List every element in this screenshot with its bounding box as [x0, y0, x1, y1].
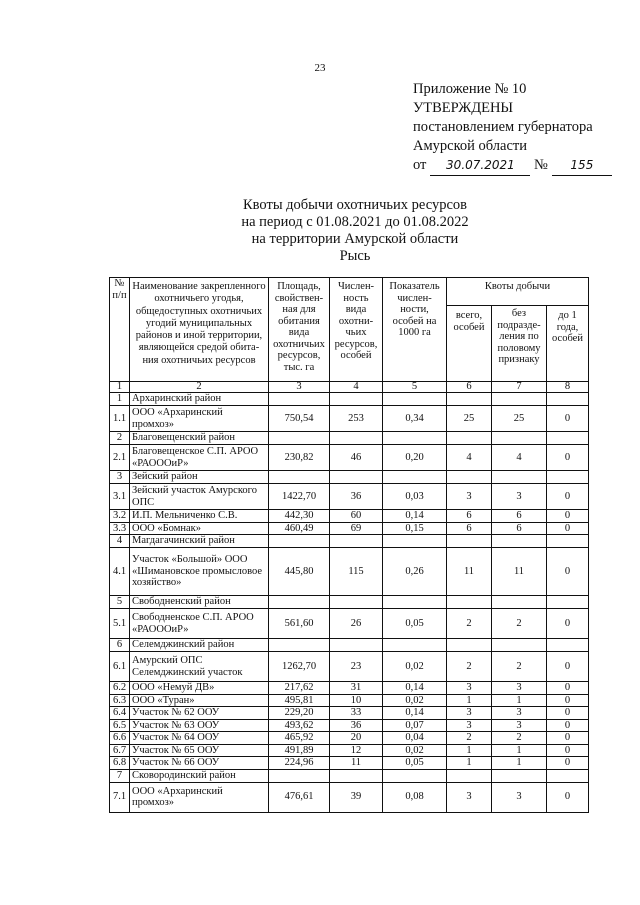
- district-num: 1: [110, 393, 130, 406]
- quota-young-value: 0: [547, 782, 589, 812]
- empty-cell: [269, 596, 330, 609]
- hunting-ground-name: И.П. Мельниченко С.В.: [130, 510, 269, 523]
- empty-cell: [547, 432, 589, 445]
- row-num: 6.2: [110, 682, 130, 695]
- density-value: 0,14: [383, 682, 447, 695]
- quota-nosex-value: 1: [492, 757, 547, 770]
- quota-total-value: 6: [447, 522, 492, 535]
- document-title: [0, 197, 640, 265]
- empty-cell: [492, 471, 547, 484]
- district-row: [110, 471, 589, 484]
- district-name: Благовещенский район: [130, 432, 269, 445]
- quota-total-value: 2: [447, 652, 492, 682]
- column-index-cell: 5: [383, 382, 447, 393]
- quota-total-value: 1: [447, 744, 492, 757]
- header-quota-young: до 1 года, особей: [547, 306, 589, 382]
- table-row: [110, 757, 589, 770]
- count-value: 36: [330, 484, 383, 510]
- header-density: Показатель числен-ности, особей на 1000 га: [383, 278, 447, 382]
- empty-cell: [447, 471, 492, 484]
- row-num: 3.3: [110, 522, 130, 535]
- hunting-ground-name: Участок № 64 ООУ: [130, 732, 269, 745]
- hunting-ground-name: Зейский участок Амурского ОПС: [130, 484, 269, 510]
- quota-young-value: 0: [547, 609, 589, 639]
- count-value: 31: [330, 682, 383, 695]
- empty-cell: [269, 769, 330, 782]
- area-value: 230,82: [269, 445, 330, 471]
- density-value: 0,20: [383, 445, 447, 471]
- table-row: [110, 694, 589, 707]
- table-row: [110, 609, 589, 639]
- quota-table-wrapper: [109, 277, 589, 813]
- empty-cell: [447, 393, 492, 406]
- number-prefix: №: [534, 157, 548, 173]
- empty-cell: [330, 535, 383, 548]
- quota-nosex-value: 2: [492, 732, 547, 745]
- count-value: 36: [330, 719, 383, 732]
- quota-total-value: 1: [447, 694, 492, 707]
- empty-cell: [447, 535, 492, 548]
- district-row: [110, 535, 589, 548]
- area-value: 460,49: [269, 522, 330, 535]
- quota-total-value: 6: [447, 510, 492, 523]
- empty-cell: [383, 432, 447, 445]
- empty-cell: [547, 393, 589, 406]
- district-row: [110, 432, 589, 445]
- quota-nosex-value: 3: [492, 719, 547, 732]
- row-num: 5.1: [110, 609, 130, 639]
- density-value: 0,14: [383, 510, 447, 523]
- density-value: 0,05: [383, 757, 447, 770]
- district-name: Свободненский район: [130, 596, 269, 609]
- column-index-cell: 7: [492, 382, 547, 393]
- area-value: 491,89: [269, 744, 330, 757]
- count-value: 26: [330, 609, 383, 639]
- table-row: [110, 719, 589, 732]
- empty-cell: [269, 639, 330, 652]
- quota-young-value: 0: [547, 652, 589, 682]
- empty-cell: [383, 769, 447, 782]
- table-row: [110, 652, 589, 682]
- area-value: 442,30: [269, 510, 330, 523]
- row-num: 6.5: [110, 719, 130, 732]
- page-number: 23: [314, 62, 326, 74]
- column-index-cell: 2: [130, 382, 269, 393]
- empty-cell: [330, 596, 383, 609]
- quota-nosex-value: 3: [492, 484, 547, 510]
- hunting-ground-name: Участок «Большой» ООО «Шимановское промысловое хозяйство»: [130, 548, 269, 596]
- district-num: 5: [110, 596, 130, 609]
- quota-total-value: 25: [447, 406, 492, 432]
- hunting-ground-name: Амурский ОПС Селемджинский участок: [130, 652, 269, 682]
- quota-young-value: 0: [547, 744, 589, 757]
- empty-cell: [547, 596, 589, 609]
- hunting-ground-name: Свободненское С.П. АРОО «РАОООиР»: [130, 609, 269, 639]
- approval-line-appendix: Приложение № 10: [413, 81, 527, 97]
- district-row: [110, 769, 589, 782]
- table-row: [110, 732, 589, 745]
- count-value: 39: [330, 782, 383, 812]
- density-value: 0,02: [383, 744, 447, 757]
- empty-cell: [269, 393, 330, 406]
- empty-cell: [383, 471, 447, 484]
- approval-line-region: Амурской области: [413, 138, 527, 154]
- header-quota-nosex: без подразде-ления по половому признаку: [492, 306, 547, 382]
- table-row: [110, 406, 589, 432]
- table-row: [110, 510, 589, 523]
- approval-block: [413, 80, 612, 176]
- district-row: [110, 639, 589, 652]
- quota-total-value: 3: [447, 484, 492, 510]
- empty-cell: [492, 535, 547, 548]
- empty-cell: [383, 596, 447, 609]
- hunting-ground-name: ООО «Туран»: [130, 694, 269, 707]
- table-body: [110, 382, 589, 813]
- area-value: 445,80: [269, 548, 330, 596]
- empty-cell: [547, 471, 589, 484]
- empty-cell: [547, 769, 589, 782]
- table-row: [110, 707, 589, 720]
- row-num: 6.3: [110, 694, 130, 707]
- row-num: 4.1: [110, 548, 130, 596]
- header-num: № п/п: [110, 278, 130, 382]
- quota-nosex-value: 25: [492, 406, 547, 432]
- empty-cell: [330, 639, 383, 652]
- date-prefix: от: [413, 157, 427, 173]
- quota-nosex-value: 6: [492, 510, 547, 523]
- quota-young-value: 0: [547, 732, 589, 745]
- empty-cell: [330, 769, 383, 782]
- quota-nosex-value: 1: [492, 694, 547, 707]
- header-area: Площадь, свойствен-ная для обитания вида охотничьих ресурсов, тыс. га: [269, 278, 330, 382]
- empty-cell: [383, 393, 447, 406]
- density-value: 0,08: [383, 782, 447, 812]
- column-index-row: [110, 382, 589, 393]
- row-num: 1.1: [110, 406, 130, 432]
- empty-cell: [492, 639, 547, 652]
- quota-nosex-value: 2: [492, 652, 547, 682]
- count-value: 69: [330, 522, 383, 535]
- handwritten-date: 30.07.2021: [430, 156, 530, 176]
- empty-cell: [383, 535, 447, 548]
- quota-total-value: 3: [447, 782, 492, 812]
- area-value: 1262,70: [269, 652, 330, 682]
- quota-young-value: 0: [547, 406, 589, 432]
- empty-cell: [447, 769, 492, 782]
- count-value: 46: [330, 445, 383, 471]
- header-row-top: [110, 278, 589, 306]
- district-name: Сковородинский район: [130, 769, 269, 782]
- count-value: 253: [330, 406, 383, 432]
- quota-total-value: 2: [447, 732, 492, 745]
- count-value: 60: [330, 510, 383, 523]
- empty-cell: [330, 393, 383, 406]
- quota-nosex-value: 4: [492, 445, 547, 471]
- row-num: 6.8: [110, 757, 130, 770]
- hunting-ground-name: Участок № 63 ООУ: [130, 719, 269, 732]
- row-num: 6.4: [110, 707, 130, 720]
- table-row: [110, 782, 589, 812]
- quota-total-value: 3: [447, 682, 492, 695]
- count-value: 10: [330, 694, 383, 707]
- approval-line-date: [413, 156, 612, 176]
- table-row: [110, 484, 589, 510]
- hunting-ground-name: ООО «Бомнак»: [130, 522, 269, 535]
- count-value: 11: [330, 757, 383, 770]
- count-value: 20: [330, 732, 383, 745]
- density-value: 0,02: [383, 694, 447, 707]
- district-num: 7: [110, 769, 130, 782]
- quota-nosex-value: 11: [492, 548, 547, 596]
- table-row: [110, 682, 589, 695]
- header-name: Наименование закрепленного охотничьего угодья, общедоступных охотничьих угодий муниципальных районов и иной территории, являющейся средой обита-ния охотничьих ресурсов: [130, 278, 269, 382]
- district-name: Архаринский район: [130, 393, 269, 406]
- approval-line-decree: постановлением губернатора: [413, 119, 593, 135]
- title-line-species: Рысь: [339, 248, 371, 264]
- empty-cell: [492, 769, 547, 782]
- density-value: 0,07: [383, 719, 447, 732]
- column-index-cell: 4: [330, 382, 383, 393]
- area-value: 495,81: [269, 694, 330, 707]
- district-row: [110, 596, 589, 609]
- district-num: 3: [110, 471, 130, 484]
- area-value: 1422,70: [269, 484, 330, 510]
- header-count: Числен-ность вида охотни-чьих ресурсов, особей: [330, 278, 383, 382]
- density-value: 0,02: [383, 652, 447, 682]
- area-value: 476,61: [269, 782, 330, 812]
- empty-cell: [269, 535, 330, 548]
- hunting-ground-name: Участок № 66 ООУ: [130, 757, 269, 770]
- quota-young-value: 0: [547, 445, 589, 471]
- row-num: 7.1: [110, 782, 130, 812]
- empty-cell: [492, 596, 547, 609]
- district-name: Зейский район: [130, 471, 269, 484]
- quota-total-value: 2: [447, 609, 492, 639]
- column-index-cell: 8: [547, 382, 589, 393]
- empty-cell: [383, 639, 447, 652]
- title-line-territory: на территории Амурской области: [251, 231, 459, 247]
- column-index-cell: 1: [110, 382, 130, 393]
- district-num: 6: [110, 639, 130, 652]
- empty-cell: [330, 471, 383, 484]
- empty-cell: [547, 639, 589, 652]
- quota-young-value: 0: [547, 707, 589, 720]
- quota-young-value: 0: [547, 757, 589, 770]
- area-value: 217,62: [269, 682, 330, 695]
- row-num: 3.1: [110, 484, 130, 510]
- title-line-period: на период с 01.08.2021 до 01.08.2022: [241, 214, 469, 230]
- empty-cell: [492, 432, 547, 445]
- hunting-ground-name: Участок № 62 ООУ: [130, 707, 269, 720]
- area-value: 224,96: [269, 757, 330, 770]
- quota-total-value: 1: [447, 757, 492, 770]
- density-value: 0,04: [383, 732, 447, 745]
- area-value: 750,54: [269, 406, 330, 432]
- quota-total-value: 3: [447, 719, 492, 732]
- density-value: 0,26: [383, 548, 447, 596]
- density-value: 0,15: [383, 522, 447, 535]
- handwritten-number: 155: [552, 156, 612, 176]
- hunting-ground-name: Благовещенское С.П. АРОО «РАОООиР»: [130, 445, 269, 471]
- table-row: [110, 522, 589, 535]
- empty-cell: [547, 535, 589, 548]
- empty-cell: [447, 639, 492, 652]
- quota-nosex-value: 3: [492, 707, 547, 720]
- count-value: 12: [330, 744, 383, 757]
- count-value: 33: [330, 707, 383, 720]
- header-quota-total: всего, особей: [447, 306, 492, 382]
- quota-nosex-value: 1: [492, 744, 547, 757]
- quota-nosex-value: 3: [492, 682, 547, 695]
- quota-young-value: 0: [547, 682, 589, 695]
- row-num: 6.7: [110, 744, 130, 757]
- quota-nosex-value: 6: [492, 522, 547, 535]
- row-num: 6.6: [110, 732, 130, 745]
- table-row: [110, 548, 589, 596]
- quota-table: [109, 277, 589, 813]
- quota-total-value: 11: [447, 548, 492, 596]
- empty-cell: [269, 471, 330, 484]
- header-quota-group: Квоты добычи: [447, 278, 589, 306]
- empty-cell: [330, 432, 383, 445]
- density-value: 0,03: [383, 484, 447, 510]
- row-num: 6.1: [110, 652, 130, 682]
- quota-nosex-value: 3: [492, 782, 547, 812]
- table-row: [110, 744, 589, 757]
- hunting-ground-name: ООО «Архаринский промхоз»: [130, 406, 269, 432]
- quota-young-value: 0: [547, 522, 589, 535]
- district-name: Селемджинский район: [130, 639, 269, 652]
- approval-line-approved: УТВЕРЖДЕНЫ: [413, 100, 514, 116]
- district-name: Магдагачинский район: [130, 535, 269, 548]
- density-value: 0,05: [383, 609, 447, 639]
- row-num: 2.1: [110, 445, 130, 471]
- district-row: [110, 393, 589, 406]
- quota-total-value: 3: [447, 707, 492, 720]
- hunting-ground-name: ООО «Немуй ДВ»: [130, 682, 269, 695]
- density-value: 0,34: [383, 406, 447, 432]
- count-value: 115: [330, 548, 383, 596]
- empty-cell: [492, 393, 547, 406]
- quota-total-value: 4: [447, 445, 492, 471]
- empty-cell: [269, 432, 330, 445]
- column-index-cell: 3: [269, 382, 330, 393]
- quota-young-value: 0: [547, 548, 589, 596]
- quota-young-value: 0: [547, 719, 589, 732]
- count-value: 23: [330, 652, 383, 682]
- hunting-ground-name: Участок № 65 ООУ: [130, 744, 269, 757]
- quota-nosex-value: 2: [492, 609, 547, 639]
- area-value: 465,92: [269, 732, 330, 745]
- density-value: 0,14: [383, 707, 447, 720]
- quota-young-value: 0: [547, 510, 589, 523]
- empty-cell: [447, 596, 492, 609]
- empty-cell: [447, 432, 492, 445]
- district-num: 2: [110, 432, 130, 445]
- title-line-quotas: Квоты добычи охотничьих ресурсов: [243, 197, 467, 213]
- table-row: [110, 445, 589, 471]
- quota-young-value: 0: [547, 694, 589, 707]
- area-value: 493,62: [269, 719, 330, 732]
- area-value: 561,60: [269, 609, 330, 639]
- quota-young-value: 0: [547, 484, 589, 510]
- row-num: 3.2: [110, 510, 130, 523]
- district-num: 4: [110, 535, 130, 548]
- hunting-ground-name: ООО «Архаринский промхоз»: [130, 782, 269, 812]
- area-value: 229,20: [269, 707, 330, 720]
- column-index-cell: 6: [447, 382, 492, 393]
